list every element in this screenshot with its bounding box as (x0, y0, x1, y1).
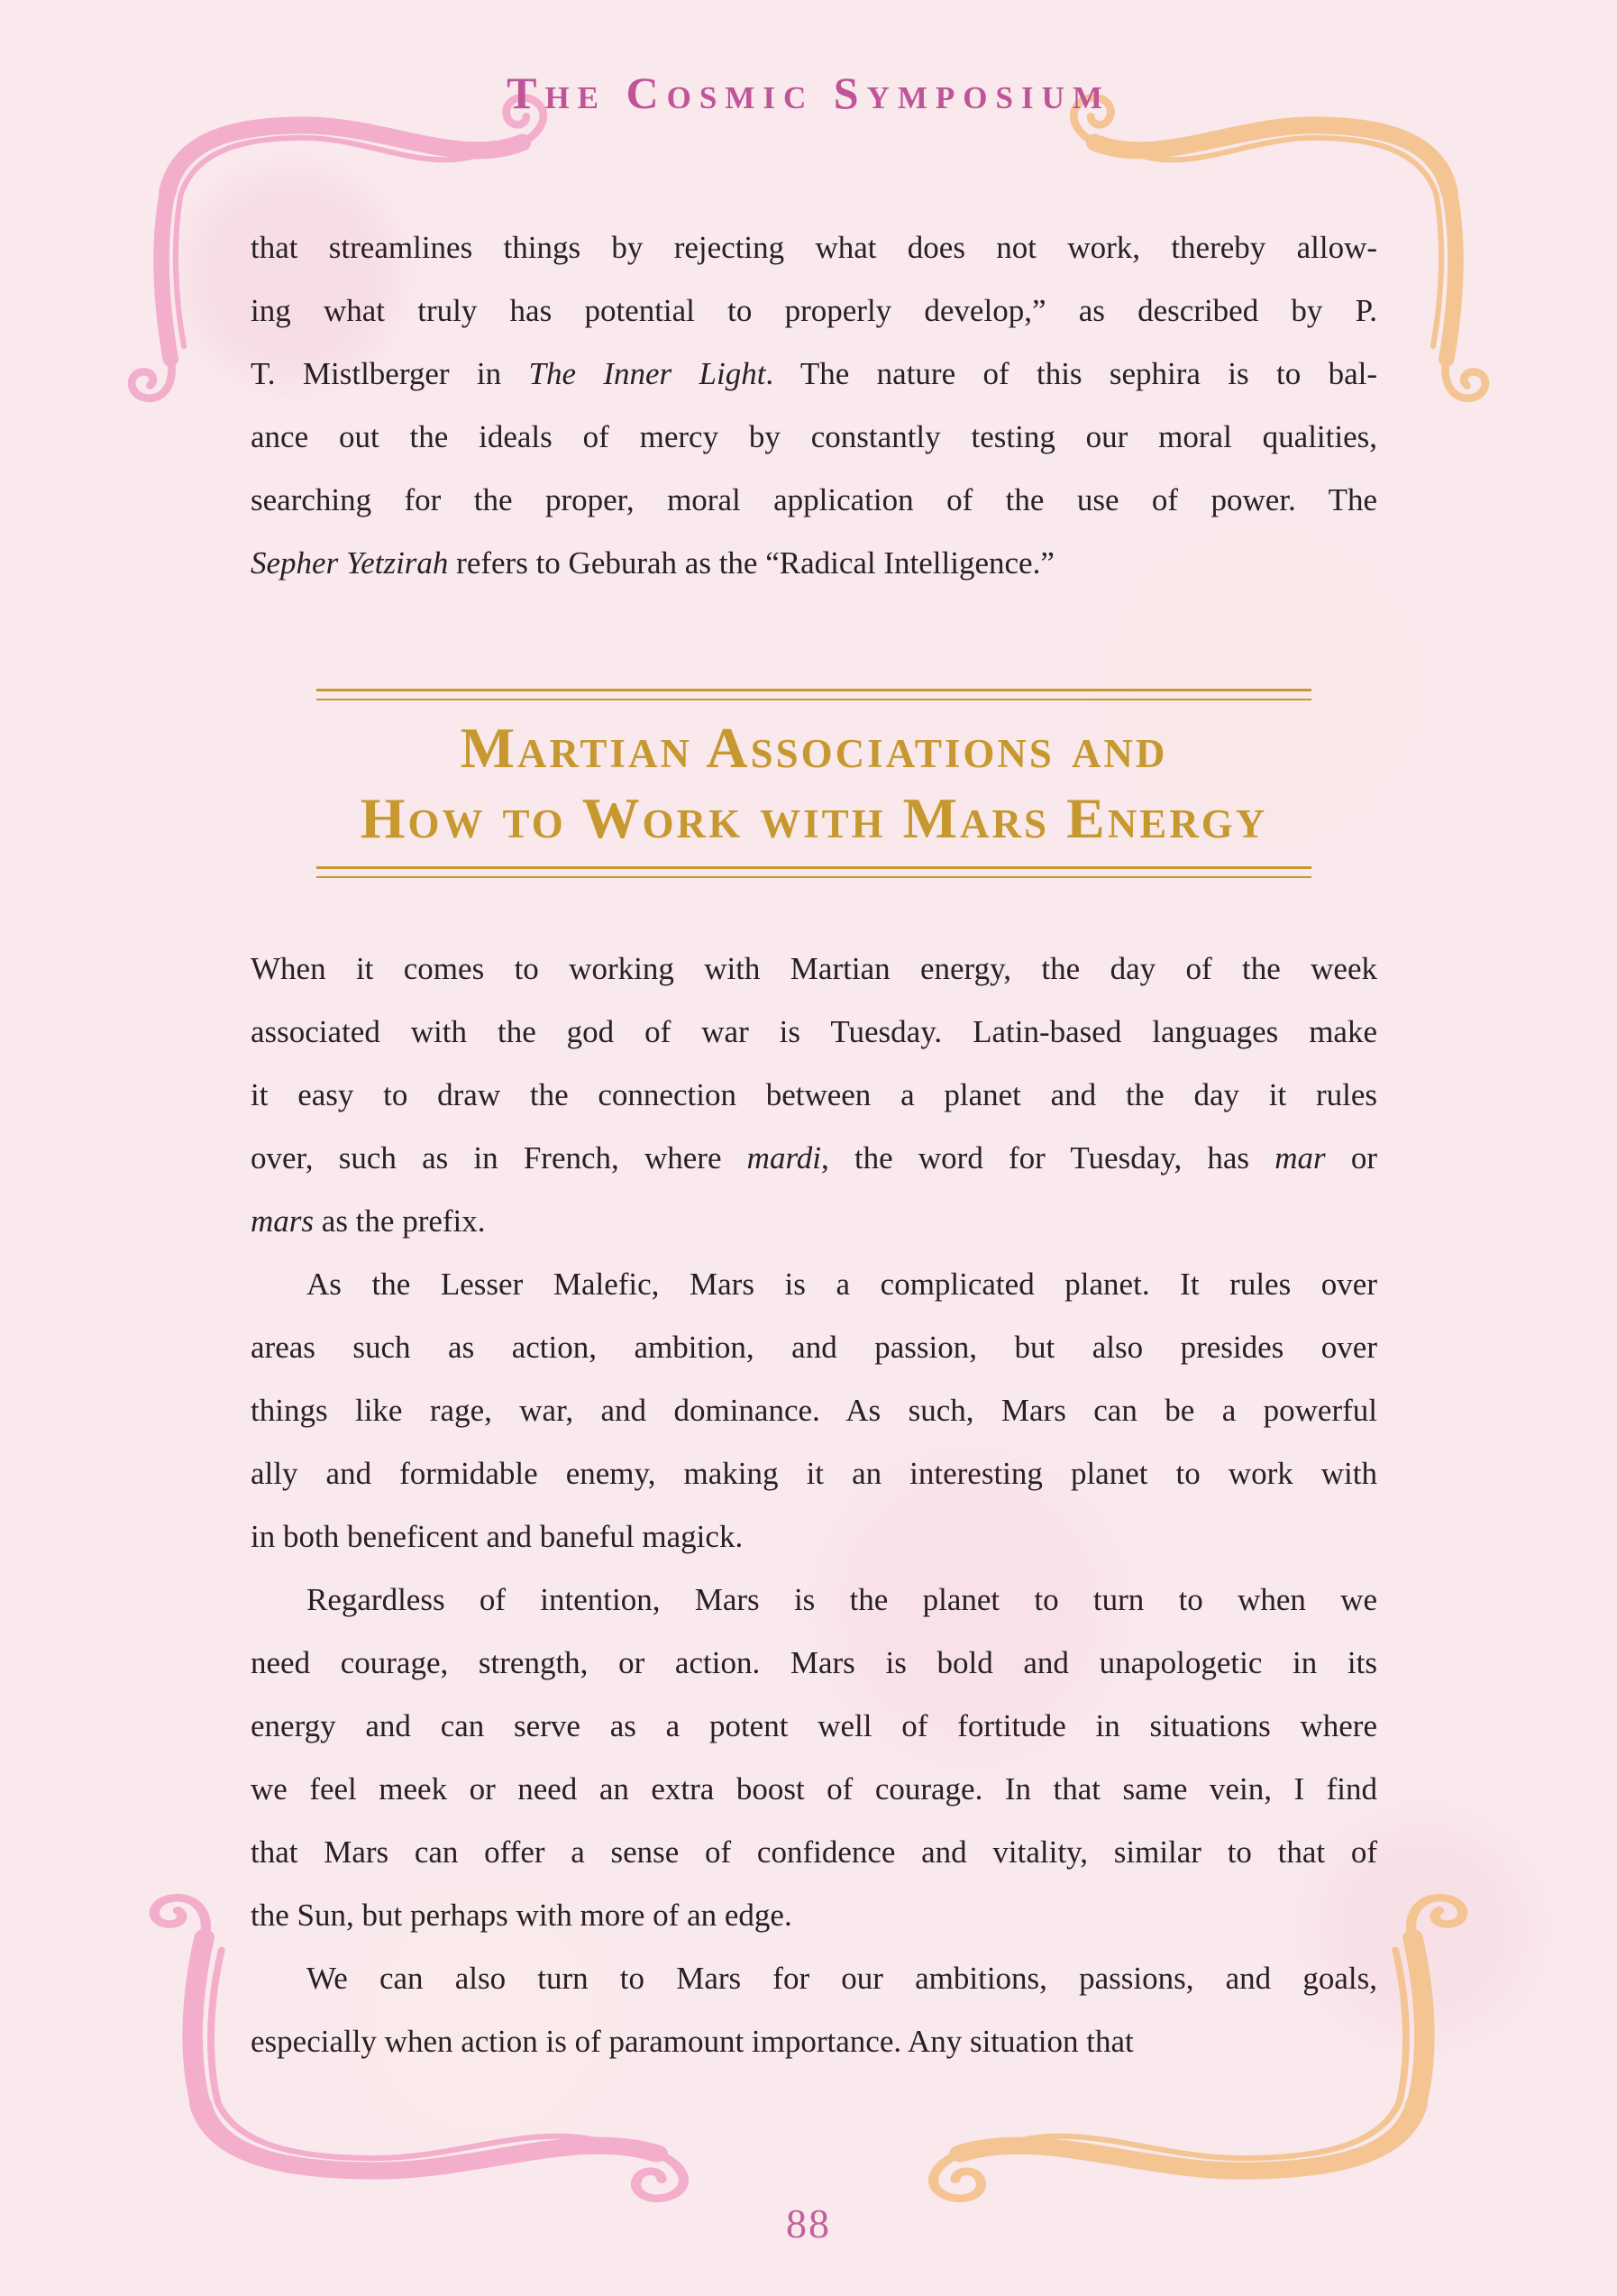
text-segment: Regardless of intention, Mars is the planet to turn to when we (306, 1582, 1377, 1617)
body-text-line (251, 1064, 1377, 1127)
body-text-line (251, 1253, 1377, 1316)
body-text-line (251, 532, 1377, 595)
text-segment: we feel meek or need an extra boost of courage. In that same vein, I find (251, 1771, 1377, 1807)
italic-text-segment: mardi (746, 1140, 821, 1175)
italic-text-segment: The Inner Light (528, 356, 766, 391)
body-text-line (251, 1758, 1377, 1821)
body-text-line (251, 1569, 1377, 1632)
text-segment: ally and formidable enemy, making it an interesting planet to work with (251, 1456, 1377, 1491)
text-segment: T. Mistlberger in (251, 356, 529, 391)
text-segment: over, such as in French, where (251, 1140, 747, 1175)
text-segment: that Mars can offer a sense of confidence and vitality, similar to that of (251, 1834, 1377, 1870)
body-text-line (251, 1695, 1377, 1758)
body-text-line (251, 938, 1377, 1001)
section-heading (251, 689, 1377, 878)
body-text-line (251, 216, 1377, 279)
body-text-line (251, 1379, 1377, 1442)
text-segment: as the prefix. (314, 1203, 486, 1239)
body-text-line (251, 343, 1377, 406)
body-text-line (251, 469, 1377, 532)
text-segment: ing what truly has potential to properly develop,” as described by P. (251, 293, 1377, 328)
italic-text-segment: mar (1274, 1140, 1326, 1175)
text-segment: When it comes to working with Martian energy, the day of the week (251, 951, 1377, 986)
text-segment: it easy to draw the connection between a planet and the day it rules (251, 1077, 1377, 1112)
text-segment: . The nature of this sephira is to bal- (765, 356, 1377, 391)
body-text-line (251, 1127, 1377, 1190)
text-segment: areas such as action, ambition, and passion, but also presides over (251, 1330, 1377, 1365)
text-segment: searching for the proper, moral application of the use of power. The (251, 482, 1377, 517)
body-text-line (251, 2010, 1377, 2073)
text-segment: refers to Geburah as the “Radical Intelligence.” (448, 545, 1055, 581)
intro-paragraph-block (251, 216, 1377, 595)
text-segment: need courage, strength, or action. Mars is bold and unapologetic in its (251, 1645, 1377, 1680)
text-segment: the Sun, but perhaps with more of an edge. (251, 1898, 792, 1933)
text-segment: ance out the ideals of mercy by constantly testing our moral qualities, (251, 419, 1377, 454)
text-segment: things like rage, war, and dominance. As such, Mars can be a powerful (251, 1393, 1377, 1428)
body-text-line (251, 1190, 1377, 1253)
text-segment: or (1325, 1140, 1378, 1175)
text-segment: , the word for Tuesday, has (821, 1140, 1275, 1175)
text-segment: We can also turn to Mars for our ambitions, passions, and goals, (306, 1961, 1377, 1996)
section-heading-line-1: Martian Associations and (460, 716, 1168, 780)
text-segment: especially when action is of paramount importance. Any situation that (251, 2024, 1134, 2059)
text-segment: that streamlines things by rejecting what does not work, thereby allow- (251, 230, 1377, 265)
body-text-line (251, 1821, 1377, 1884)
heading-rule-top (316, 689, 1311, 700)
text-segment: As the Lesser Malefic, Mars is a complicated planet. It rules over (306, 1267, 1377, 1302)
body-text-line (251, 1632, 1377, 1695)
text-segment: energy and can serve as a potent well of fortitude in situations where (251, 1708, 1377, 1743)
body-text-line (251, 1001, 1377, 1064)
page-number: 88 (786, 2200, 831, 2246)
section-heading-text (251, 713, 1377, 854)
body-text-line (251, 279, 1377, 343)
italic-text-segment: mars (251, 1203, 315, 1239)
body-text-line (251, 406, 1377, 469)
italic-text-segment: Sepher Yetzirah (251, 545, 449, 581)
text-segment: in both beneficent and baneful magick. (251, 1519, 744, 1554)
body-text-line (251, 1442, 1377, 1505)
body-text-line (251, 1316, 1377, 1379)
body-text-line (251, 1947, 1377, 2010)
heading-rule-bottom (316, 866, 1311, 878)
section-heading-line-2: How to Work with Mars Energy (360, 786, 1268, 850)
body-text-line (251, 1505, 1377, 1569)
running-header: The Cosmic Symposium (507, 68, 1110, 118)
body-text-block (251, 938, 1377, 2073)
text-segment: associated with the god of war is Tuesday. Latin-based languages make (251, 1014, 1377, 1049)
body-text-line (251, 1884, 1377, 1947)
